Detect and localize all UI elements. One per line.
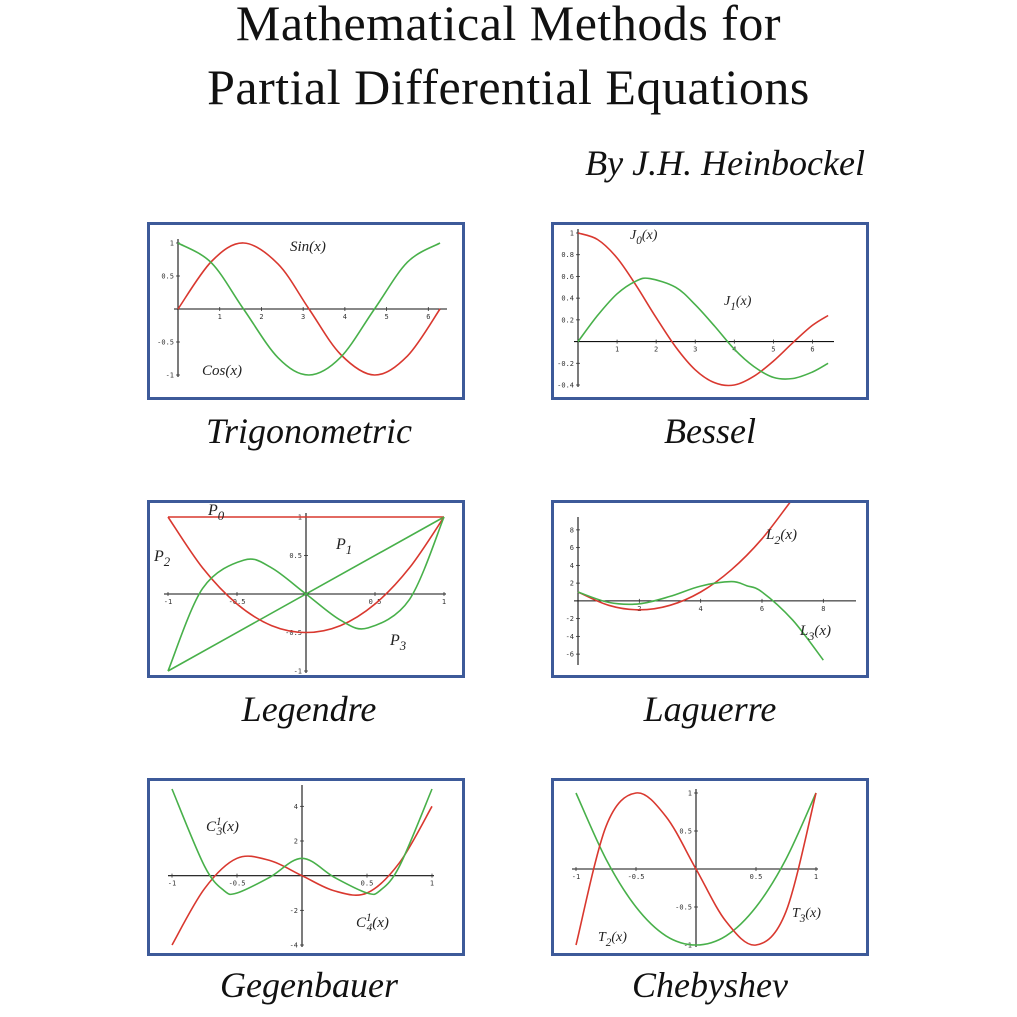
y-tick-label: 0.5 xyxy=(289,552,302,560)
x-tick-label: 5 xyxy=(384,313,389,321)
x-tick-label: 2 xyxy=(259,313,264,321)
y-tick-label: 2 xyxy=(569,579,574,588)
x-tick-label: 2 xyxy=(654,345,659,354)
y-tick-label: -0.5 xyxy=(675,903,692,912)
x-tick-label: 1 xyxy=(429,879,435,888)
caption-bessel: Bessel xyxy=(664,411,756,451)
curve-label: $T_3(x)$ xyxy=(792,906,821,925)
curve-label: $L_3(x)$ xyxy=(800,623,831,643)
x-tick-label: 4 xyxy=(342,313,347,321)
chart-trigonometric xyxy=(150,225,462,397)
y-tick-label: 1 xyxy=(687,789,692,798)
y-tick-label: -0.2 xyxy=(557,359,574,368)
series-line-j1x xyxy=(578,278,828,379)
chart-chebyshev xyxy=(554,781,866,953)
y-tick-label: 8 xyxy=(569,526,574,535)
caption-legendre: Legendre xyxy=(241,689,377,729)
caption-chebyshev: Chebyshev xyxy=(632,965,788,1005)
chart-gegenbauer xyxy=(150,781,462,953)
panel-legendre xyxy=(147,500,465,678)
caption-laguerre: Laguerre xyxy=(643,689,777,729)
x-tick-label: 4 xyxy=(698,604,703,613)
chart-legendre xyxy=(150,503,462,675)
x-tick-label: -0.5 xyxy=(228,598,246,606)
book-title-line-1: Mathematical Methods for xyxy=(235,0,782,51)
y-tick-label: 2 xyxy=(293,837,298,846)
panel-trigonometric xyxy=(147,222,465,400)
x-tick-label: 1 xyxy=(813,873,819,881)
chart-laguerre xyxy=(554,503,866,675)
x-tick-label: 0.5 xyxy=(368,598,382,606)
book-title-line-2: Partial Differential Equations xyxy=(207,59,810,115)
x-tick-label: 3 xyxy=(301,313,306,321)
x-tick-label: -0.5 xyxy=(627,873,645,881)
x-tick-label: 6 xyxy=(810,345,815,354)
curve-label: $P_2$ xyxy=(154,548,171,569)
curve-label: Cos(x) xyxy=(202,363,242,379)
x-tick-label: 0.5 xyxy=(749,873,763,881)
x-tick-label: -1 xyxy=(167,879,177,888)
curve-label: $C^1$ 4(x) xyxy=(356,912,389,934)
x-tick-label: 8 xyxy=(821,604,826,613)
y-tick-label: -1 xyxy=(293,667,302,675)
y-tick-label: -2 xyxy=(565,615,574,624)
series-line-j0x xyxy=(578,233,828,386)
x-tick-label: -1 xyxy=(571,873,581,881)
y-tick-label: 4 xyxy=(569,561,574,570)
curve-label: $P_3$ xyxy=(390,632,407,653)
x-tick-label: -0.5 xyxy=(228,879,246,888)
y-tick-label: 0.6 xyxy=(561,272,574,281)
author: By J.H. Heinbockel xyxy=(585,143,865,183)
y-tick-label: 0.8 xyxy=(561,251,574,260)
y-tick-label: 1 xyxy=(169,239,174,248)
x-tick-label: 0.5 xyxy=(360,879,374,888)
x-tick-label: 1 xyxy=(217,313,222,321)
curve-label: $P_0$ xyxy=(208,503,225,523)
y-tick-label: -0.4 xyxy=(557,381,574,390)
x-tick-label: 3 xyxy=(693,345,698,354)
curve-label: $C^1$ 3(x) xyxy=(206,816,239,838)
panel-chebyshev xyxy=(551,778,869,956)
panel-gegenbauer xyxy=(147,778,465,956)
curve-label: $T_2(x)$ xyxy=(598,930,627,949)
curve-label: $L_2(x)$ xyxy=(766,527,797,547)
y-tick-label: -1 xyxy=(165,371,174,380)
x-tick-label: 1 xyxy=(614,345,620,354)
curve-label: $P_1$ xyxy=(336,536,353,557)
x-tick-label: 4 xyxy=(732,345,737,354)
curve-label: $J_1(x)$ xyxy=(724,294,752,313)
chart-bessel xyxy=(554,225,866,397)
panel-laguerre xyxy=(551,500,869,678)
x-tick-label: 5 xyxy=(771,345,776,354)
x-tick-label: 2 xyxy=(637,604,642,613)
y-tick-label: 0.2 xyxy=(561,316,574,325)
y-tick-label: -4 xyxy=(289,941,298,950)
x-tick-label: 6 xyxy=(426,313,431,321)
y-tick-label: 1 xyxy=(569,229,574,238)
curve-label: Sin(x) xyxy=(290,239,326,255)
x-tick-label: 1 xyxy=(441,598,447,606)
y-tick-label: 0.5 xyxy=(161,272,174,281)
y-tick-label: -4 xyxy=(565,632,574,641)
panel-bessel xyxy=(551,222,869,400)
y-tick-label: -0.5 xyxy=(285,629,302,637)
y-tick-label: 4 xyxy=(293,802,298,811)
series-line-l2x xyxy=(578,503,830,610)
series-line-l3x xyxy=(578,582,826,661)
curve-label: $J_0(x)$ xyxy=(630,228,658,247)
y-tick-label: -2 xyxy=(289,906,298,915)
x-tick-label: -1 xyxy=(163,598,173,606)
y-tick-label: -6 xyxy=(565,650,574,659)
y-tick-label: 1 xyxy=(297,513,302,522)
caption-trigonometric: Trigonometric xyxy=(205,411,412,451)
y-tick-label: -0.5 xyxy=(157,338,174,347)
y-tick-label: 0.4 xyxy=(561,294,574,303)
x-tick-label: 6 xyxy=(759,604,765,613)
caption-gegenbauer: Gegenbauer xyxy=(220,965,398,1005)
y-tick-label: -1 xyxy=(683,941,692,950)
y-tick-label: 6 xyxy=(569,544,574,553)
y-tick-label: 0.5 xyxy=(679,827,692,836)
